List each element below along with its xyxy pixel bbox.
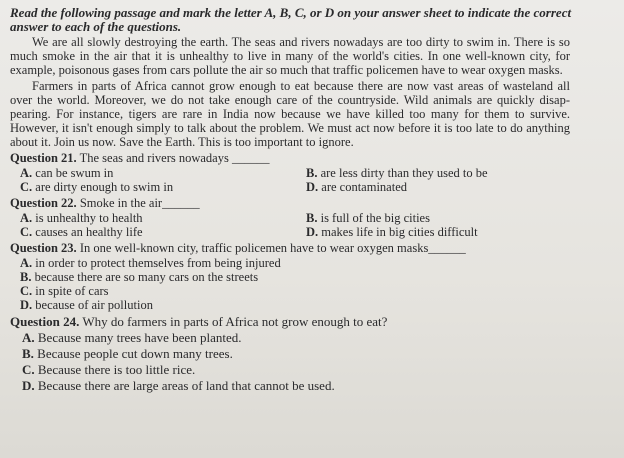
option-b[interactable] <box>306 166 586 180</box>
question-21-options <box>20 166 610 194</box>
passage-paragraph-1: We are all slowly destroying the earth. The seas and rivers nowadays are too dirty to swim in. There is so much smoke in the air that it is unhealthy to live in many of the world's cities. In one well-known city, for example, poisonous gases from cars pollute the air so much that traffic policemen have to wear oxygen masks. <box>10 35 570 77</box>
question-21 <box>10 151 610 165</box>
option-letter: C. <box>20 284 33 298</box>
question-text: Smoke in the air______ <box>79 196 200 210</box>
option-b[interactable] <box>22 346 610 362</box>
option-text: Because people cut down many trees. <box>37 346 233 361</box>
option-letter: B. <box>22 346 34 361</box>
option-c[interactable] <box>20 284 610 298</box>
question-number: Question 22. <box>10 196 77 210</box>
option-text: in order to protect themselves from being injured <box>35 256 281 270</box>
option-text: Because there are large areas of land that cannot be used. <box>37 378 335 393</box>
option-letter: A. <box>22 330 35 345</box>
question-number: Question 21. <box>10 151 77 165</box>
option-letter: D. <box>306 225 319 239</box>
question-22 <box>10 196 610 210</box>
option-text: because of air pollution <box>35 298 153 312</box>
option-text: is full of the big cities <box>320 211 430 225</box>
option-letter: D. <box>22 378 35 393</box>
option-a[interactable] <box>20 256 610 270</box>
question-22-options <box>20 211 610 239</box>
option-d[interactable] <box>306 180 586 194</box>
option-text: is unhealthy to health <box>35 211 143 225</box>
option-text: makes life in big cities difficult <box>321 225 478 239</box>
option-letter: B. <box>20 270 32 284</box>
option-letter: C. <box>20 180 33 194</box>
question-24-options <box>22 330 610 394</box>
option-c[interactable] <box>22 362 610 378</box>
option-a[interactable] <box>22 330 610 346</box>
question-text: In one well-known city, traffic policemen have to wear oxygen masks______ <box>79 241 466 255</box>
question-24 <box>10 314 610 329</box>
option-letter: D. <box>306 180 319 194</box>
option-d[interactable] <box>306 225 586 239</box>
option-text: causes an healthy life <box>35 225 143 239</box>
worksheet-content <box>10 6 610 394</box>
option-text: in spite of cars <box>35 284 109 298</box>
option-letter: C. <box>22 362 35 377</box>
option-text: can be swum in <box>35 166 114 180</box>
instruction-text: Read the following passage and mark the letter A, B, C, or D on your answer sheet to indicate the correct answer to each of the questions. <box>10 5 572 34</box>
option-text: are contaminated <box>321 180 407 194</box>
option-d[interactable] <box>22 378 610 394</box>
question-number: Question 24. <box>10 314 80 329</box>
question-23-options <box>20 256 610 312</box>
option-d[interactable] <box>20 298 610 312</box>
option-a[interactable] <box>20 166 306 180</box>
option-letter: C. <box>20 225 33 239</box>
option-letter: A. <box>20 256 33 270</box>
option-text: are dirty enough to swim in <box>35 180 174 194</box>
option-a[interactable] <box>20 211 306 225</box>
option-text: because there are so many cars on the streets <box>34 270 259 284</box>
option-c[interactable] <box>20 225 306 239</box>
option-letter: B. <box>306 166 318 180</box>
option-letter: B. <box>306 211 318 225</box>
option-text: Because many trees have been planted. <box>37 330 242 345</box>
question-text: The seas and rivers nowadays ______ <box>79 151 270 165</box>
option-b[interactable] <box>306 211 586 225</box>
question-text: Why do farmers in parts of Africa not grow enough to eat? <box>82 314 388 329</box>
option-text: are less dirty than they used to be <box>320 166 488 180</box>
option-letter: D. <box>20 298 33 312</box>
option-letter: A. <box>20 166 33 180</box>
option-b[interactable] <box>20 270 610 284</box>
question-number: Question 23. <box>10 241 77 255</box>
option-c[interactable] <box>20 180 306 194</box>
option-letter: A. <box>20 211 33 225</box>
passage-paragraph-2: Farmers in parts of Africa cannot grow enough to eat because there are now vast areas of wasteland all over the world. Moreover, we do not take enough care of the countryside. Wild animals are quickly disap-pearing. For instance, tigers are rare in India now because we have killed too many for them to survive. However, it isn't enough simply to talk about the problem. We must act now before it is too late to do anything about it. Join us now. Save the Earth. This is too important to ignore. <box>10 79 570 149</box>
option-text: Because there is too little rice. <box>37 362 196 377</box>
question-23 <box>10 241 610 255</box>
